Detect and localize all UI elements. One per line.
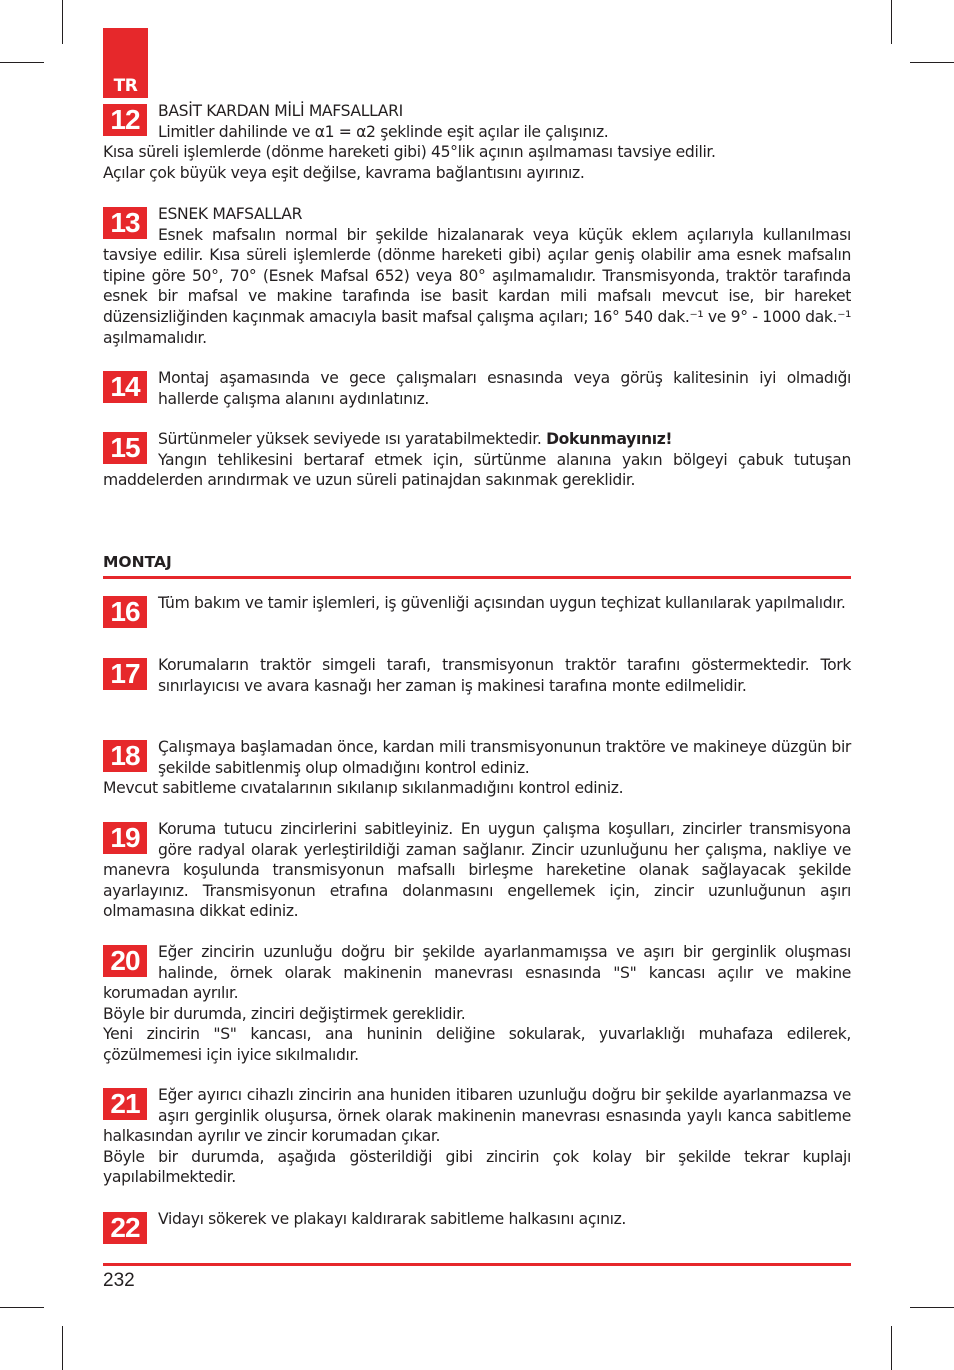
item-text: Yangın tehlikesini bertaraf etmek için, sürtünme alanına yakın bölgeyi çabuk tutuşan maddelerden arındırmak ve uzun süreli patinajdan sakınmak gereklidir. [103,450,851,490]
crop-mark [891,0,892,44]
instruction-item-13 [103,204,851,348]
item-number-badge: 19 [103,822,147,854]
item-number-badge: 21 [103,1088,147,1120]
item-text: Eğer zincirin uzunluğu doğru bir şekilde ayarlanmamışsa ve aşırı bir gerginlik oluşması halinde, örnek olarak makinenin manevrası esnasında "S" kancası açılır ve makine korumadan ayrılır. [103,943,851,1003]
warning-text: Dokunmayınız! [546,430,673,448]
language-tab [103,28,148,98]
item-text-intro: Sürtünmeler yüksek seviyede ısı yaratabilmektedir. [158,430,547,448]
footer-divider [103,1263,851,1266]
item-text: Limitler dahilinde ve α1 = α2 şeklinde eşit açılar ile çalışınız. [158,122,609,141]
instruction-item-21 [103,1085,851,1188]
crop-mark [0,1307,44,1308]
crop-mark [910,62,954,63]
item-text: Koruma tutucu zincirlerini sabitleyiniz. En uygun çalışma koşulları, zincirler transmisyona göre radyal olarak yerleştirildiği zaman sağlanır. Zincir uzunluğunu her çalışma, nakliye ve manevra koşulunda transmisyonun mafsallı birleşme hareketine olanak sağlayacak şekilde ayarlayınız. Transmisyonun etrafına dolanmasını engellemek için, zincir uzunluğunun aşırı olmamasına dikkat ediniz. [103,820,851,921]
crop-mark [0,62,44,63]
item-text: Kısa süreli işlemlerde (dönme hareketi gibi) 45°lik açının aşılmaması tavsiye edilir. [103,143,716,162]
item-text: Esnek mafsalın normal bir şekilde hizalanarak veya küçük eklem açılarıyla kullanılması tavsiye edilir. Kısa süreli işlemlerde (dönme hareketi gibi) açılar geniş olabilir ama esnek mafsalın tipine göre 50°, 70° (Esnek Mafsal 652) veya 80° aşılmamalıdır. Transmisyonda, traktör tarafında esnek bir mafsal ve makine tarafında ise basit kardan mili mafsalı mevcut ise, bir hareket düzensizliğinden kaçınmak amacıyla basit mafsal çalışma açıları; 16° 540 dak.⁻¹ ve 9° - 1000 dak.⁻¹ aşılmamalıdır. [103,225,851,347]
item-heading: BASİT KARDAN MİLİ MAFSALLARI [158,102,403,120]
item-text: Korumaların traktör simgeli tarafı, transmisyonun traktör tarafını göstermektedir. Tork sınırlayıcısı ve avara kasnağı her zaman iş makinesi tarafına monte edilmelidir. [158,656,851,695]
section-divider [103,576,851,579]
item-text: Açılar çok büyük veya eşit değilse, kavrama bağlantısını ayırınız. [103,163,585,182]
item-text: Böyle bir durumda, aşağıda gösterildiği gibi zincirin çok kolay bir şekilde tekrar kuplajı yapılabilmektedir. [103,1147,851,1187]
crop-mark [891,1326,892,1370]
item-number-badge: 18 [103,740,147,772]
instruction-item-17 [103,655,851,696]
instruction-item-20 [103,942,851,1066]
item-number-badge: 16 [103,596,147,628]
item-number-badge: 14 [103,371,147,403]
item-number-badge: 12 [103,104,147,136]
item-number-badge: 13 [103,207,147,239]
instruction-item-22 [103,1209,851,1244]
crop-mark [62,0,63,44]
item-number-badge: 15 [103,432,147,464]
instruction-item-16 [103,593,851,628]
instruction-item-18 [103,737,851,799]
item-text: Montaj aşamasında ve gece çalışmaları esnasında veya görüş kalitesinin iyi olmadığı hallerde çalışma alanını aydınlatınız. [158,369,851,408]
item-number-badge: 20 [103,945,147,977]
item-text: Tüm bakım ve tamir işlemleri, iş güvenliği açısından uygun teçhizat kullanılarak yapılmalıdır. [158,594,846,612]
item-text: Çalışmaya başlamadan önce, kardan mili transmisyonunun traktöre ve makineye düzgün bir şekilde sabitlenmiş olup olmadığını kontrol ediniz. [158,738,851,777]
instruction-item-15 [103,429,851,491]
item-text: Vidayı sökerek ve plakayı kaldırarak sabitleme halkasını açınız. [158,1210,627,1228]
item-text: Mevcut sabitleme cıvatalarının sıkılanıp sıkılanmadığını kontrol ediniz. [103,779,624,798]
crop-mark [62,1326,63,1370]
item-text: Böyle bir durumda, zinciri değiştirmek gereklidir. [103,1004,466,1023]
language-tab-label: TR [113,76,138,96]
section-title: MONTAJ [103,553,172,571]
item-text [103,429,851,450]
instruction-item-19 [103,819,851,922]
item-number-badge: 22 [103,1212,147,1244]
item-text: Yeni zincirin "S" kancası, ana huninin deliğine sokularak, yuvarlaklığı muhafaza edilerek, çözülmemesi için iyice sıkılmalıdır. [103,1025,851,1064]
crop-mark [910,1307,954,1308]
page-number: 232 [103,1270,135,1291]
instruction-item-14 [103,368,851,409]
item-number-badge: 17 [103,658,147,690]
instruction-item-12 [103,101,851,183]
item-text: Eğer ayırıcı cihazlı zincirin ana huniden itibaren uzunluğu doğru bir şekilde ayarlanmazsa ve aşırı gerginlik oluşursa, örnek olarak makinenin manevrası esnasında yaylı kanca sabitleme halkasından ayrılır ve zincir korumadan çıkar. [103,1086,851,1146]
item-heading: ESNEK MAFSALLAR [158,205,303,223]
